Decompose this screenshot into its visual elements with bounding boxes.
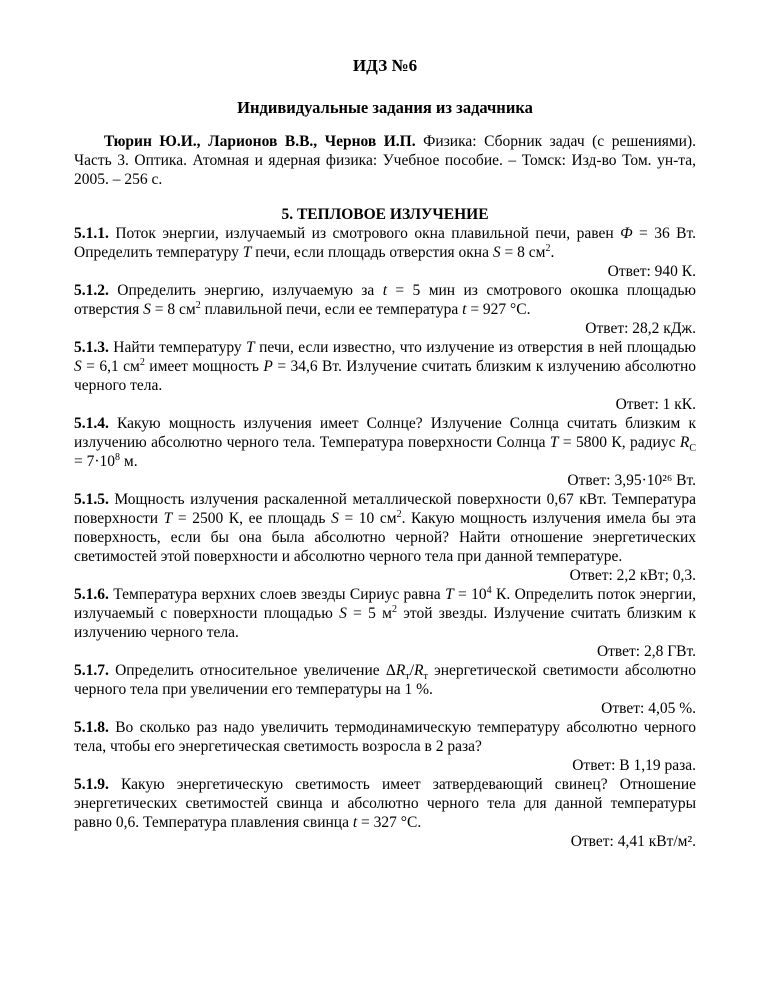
problem-number: 5.1.7. — [74, 662, 109, 679]
problem-text: = 2500 К, ее площадь — [172, 510, 332, 527]
problem-text: = 5 м — [346, 605, 392, 622]
problem-text: имеет мощность — [144, 358, 264, 375]
problem-number: 5.1.8. — [74, 719, 109, 736]
symbol: S — [331, 510, 339, 527]
superscript: 8 — [115, 451, 121, 463]
problem-text: Поток энергии, излучаемый из смотрового окна плавильной печи, равен — [108, 225, 621, 242]
problem-text: = 6,1 см — [81, 358, 140, 375]
problem — [74, 661, 696, 699]
section-title: 5. ТЕПЛОВОЕ ИЗЛУЧЕНИЕ — [281, 206, 489, 223]
problem-text: Какую мощность излучения имеет Солнце? Излучение Солнца считать близким к излучению абсолютно черного тела. Температура поверхности Солнца — [74, 415, 696, 451]
problem-answer: Ответ: 3,95·10²⁶ Вт. — [567, 472, 696, 489]
page-title: ИДЗ №6 — [352, 56, 418, 75]
reference-text: Физика: Сборник задач (с решениями). Часть 3. Оптика. Атомная и ядерная физика: Учебное пособие. – Томск: Изд-во Том. ун-та, 2005. – 256 с. — [74, 133, 697, 188]
reference — [74, 132, 696, 189]
symbol: Т — [246, 339, 255, 356]
symbol: t — [382, 282, 388, 299]
problem-text: = 10 — [453, 586, 487, 603]
problem-text: . — [550, 244, 555, 261]
symbol: t — [352, 814, 358, 831]
symbol: R — [414, 662, 424, 679]
problem-text: = 10 см — [338, 510, 397, 527]
superscript: 2 — [195, 299, 201, 311]
symbol: Р — [263, 358, 273, 375]
problem-text: К. Определить поток энергии, излучаемый с поверхности площадью — [74, 586, 696, 622]
problem-answer: Ответ: 2,2 кВт; 0,3. — [569, 567, 696, 584]
problem-text: / — [409, 662, 414, 679]
symbol: R — [395, 662, 406, 679]
symbol: Т — [163, 510, 173, 527]
problem-text: этой звезды. Излучение считать близким к излучению черного тела. — [74, 605, 696, 641]
problem-answer: Ответ: 4,41 кВт/м². — [570, 833, 696, 850]
problem-text: Какую энергетическую светимость имеет затвердевающий свинец? Отношение энергетических светимостей свинца и абсолютно черного тела для данной температуры равно 0,6. Температура плавления свинца — [74, 776, 696, 831]
problem-text: = 36 Вт. Определить температуру — [74, 225, 696, 261]
symbol: S — [143, 301, 151, 318]
symbol: S — [492, 244, 501, 261]
subscript: т — [405, 671, 410, 683]
problem-text: Определить относительное увеличение Δ — [108, 662, 396, 679]
problem — [74, 718, 696, 756]
problem — [74, 281, 696, 319]
symbol: Т — [242, 244, 252, 261]
problem-number: 5.1.4. — [74, 415, 109, 432]
superscript: 4 — [486, 584, 492, 596]
problem-number: 5.1.5. — [74, 491, 109, 508]
problem-text: = 8 см — [150, 301, 196, 318]
symbol: S — [74, 358, 82, 375]
superscript: 2 — [396, 508, 402, 520]
problem-text: Мощность излучения раскаленной металлической поверхности 0,67 кВт. Температура поверхности — [74, 491, 696, 527]
problem-text: = 327 °С. — [357, 814, 422, 831]
problem-number: 5.1.1. — [74, 225, 109, 242]
problem-number: 5.1.6. — [74, 586, 109, 603]
reference-authors: Тюрин Ю.И., Ларионов В.В., Чернов И.П. — [104, 133, 416, 150]
problem — [74, 414, 696, 471]
subscript: т — [423, 671, 428, 683]
problem-text: = 8 см — [500, 244, 546, 261]
symbol: t — [462, 301, 467, 318]
problem-text: Во сколько раз надо увеличить термодинамическую температуру абсолютно черного тела, чтобы его энергетическая светимость возросла в 2 раза? — [74, 719, 696, 755]
problem-answer: Ответ: 940 К. — [607, 263, 696, 280]
problem-number: 5.1.3. — [74, 339, 109, 356]
problem-text: Температура верхних слоев звезды Сириус равна — [108, 586, 446, 603]
page-subtitle: Индивидуальные задания из задачника — [237, 98, 533, 117]
symbol: Т — [549, 434, 559, 451]
symbol: R — [679, 434, 690, 451]
problem-answer: Ответ: 28,2 кДж. — [585, 320, 696, 337]
symbol: S — [339, 605, 347, 622]
symbol: Т — [445, 586, 454, 603]
problem-text: м. — [120, 453, 138, 470]
problem-answer: Ответ: В 1,19 раза. — [572, 757, 696, 774]
superscript: 2 — [545, 242, 551, 254]
problem-text: . Какую мощность излучения имела бы эта поверхность, если бы она была абсолютно черной? Найти отношение энергетических светимостей этой поверхности и абсолютно черного тела при данной температуре. — [74, 510, 696, 565]
problem-text: Найти температуру — [108, 339, 247, 356]
problem-answer: Ответ: 2,8 ГВт. — [596, 643, 696, 660]
problem-number: 5.1.9. — [74, 776, 109, 793]
problem-text: = 5 мин из смотрового окошка площадью отверстия — [74, 282, 696, 318]
problem — [74, 490, 696, 566]
problem — [74, 775, 696, 832]
problem-number: 5.1.2. — [74, 282, 109, 299]
problem-text: печи, если площадь отверстия окна — [251, 244, 493, 261]
superscript: 2 — [391, 603, 397, 615]
superscript: 2 — [139, 356, 145, 368]
problem-text: Определить энергию, излучаемую за — [108, 282, 383, 299]
problem — [74, 585, 696, 642]
problem-text: печи, если известно, что излучение из отверстия в ней площадью — [254, 339, 696, 356]
problem-text: = 927 °С. — [466, 301, 531, 318]
problem-answer: Ответ: 4,05 %. — [601, 700, 696, 717]
subscript: С — [689, 443, 696, 455]
document-page — [74, 55, 696, 851]
problem-text: = 7·10 — [74, 453, 116, 470]
problem-text: энергетической светимости абсолютно черного тела при увеличении его температуры на 1 %. — [74, 662, 697, 698]
problem-answer: Ответ: 1 кК. — [615, 396, 696, 413]
problem — [74, 338, 696, 395]
symbol: Ф — [620, 225, 633, 242]
problem-text: плавильной печи, если ее температура — [200, 301, 463, 318]
problem — [74, 224, 696, 262]
problem-text: = 34,6 Вт. Излучение считать близким к излучению абсолютно черного тела. — [74, 358, 696, 394]
problem-text: = 5800 К, радиус — [558, 434, 680, 451]
